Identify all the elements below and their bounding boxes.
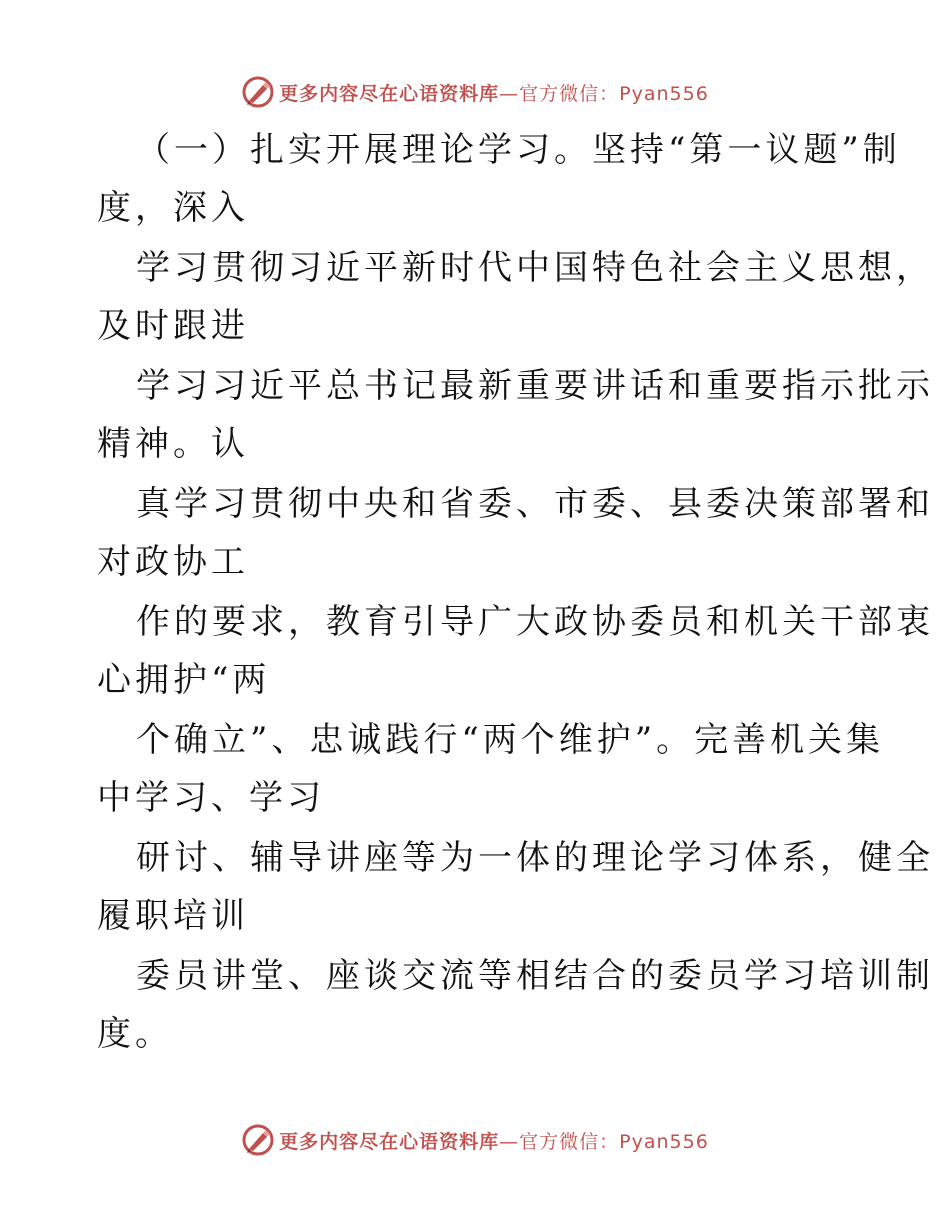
header-watermark bbox=[0, 72, 950, 112]
header-banner-text: 更多内容尽在心语资料库 bbox=[279, 82, 500, 105]
body-line: 心拥护“两 bbox=[97, 660, 271, 700]
pen-logo-icon bbox=[241, 1123, 275, 1157]
body-line: 真学习贯彻中央和省委、市委、县委决策部署和 bbox=[136, 484, 934, 524]
body-line: 学习贯彻习近平新时代中国特色社会主义思想， bbox=[136, 248, 934, 288]
body-line: 中学习、学习 bbox=[97, 778, 325, 818]
body-line: 学习习近平总书记最新重要讲话和重要指示批示 bbox=[136, 366, 934, 406]
body-line: （一）扎实开展理论学习。坚持“第一议题”制 bbox=[136, 130, 901, 170]
body-line: 委员讲堂、座谈交流等相结合的委员学习培训制 bbox=[136, 956, 934, 996]
header-official-account: —官方微信：Pyan556 bbox=[499, 82, 709, 105]
body-line: 对政协工 bbox=[97, 542, 249, 582]
footer-official-account: —官方微信：Pyan556 bbox=[499, 1130, 709, 1153]
body-line: 研讨、辅导讲座等为一体的理论学习体系，健全 bbox=[136, 838, 934, 878]
body-line: 度，深入 bbox=[97, 188, 249, 228]
body-line: 履职培训 bbox=[97, 896, 249, 936]
pen-logo-icon bbox=[241, 75, 275, 109]
footer-watermark bbox=[0, 1120, 950, 1160]
footer-banner-text: 更多内容尽在心语资料库 bbox=[279, 1130, 500, 1153]
body-line: 精神。认 bbox=[97, 424, 249, 464]
body-line: 作的要求，教育引导广大政协委员和机关干部衷 bbox=[136, 602, 934, 642]
body-line: 个确立”、忠诚践行“两个维护”。完善机关集 bbox=[136, 720, 885, 760]
body-line: 及时跟进 bbox=[97, 306, 249, 346]
body-line: 度。 bbox=[97, 1014, 173, 1054]
